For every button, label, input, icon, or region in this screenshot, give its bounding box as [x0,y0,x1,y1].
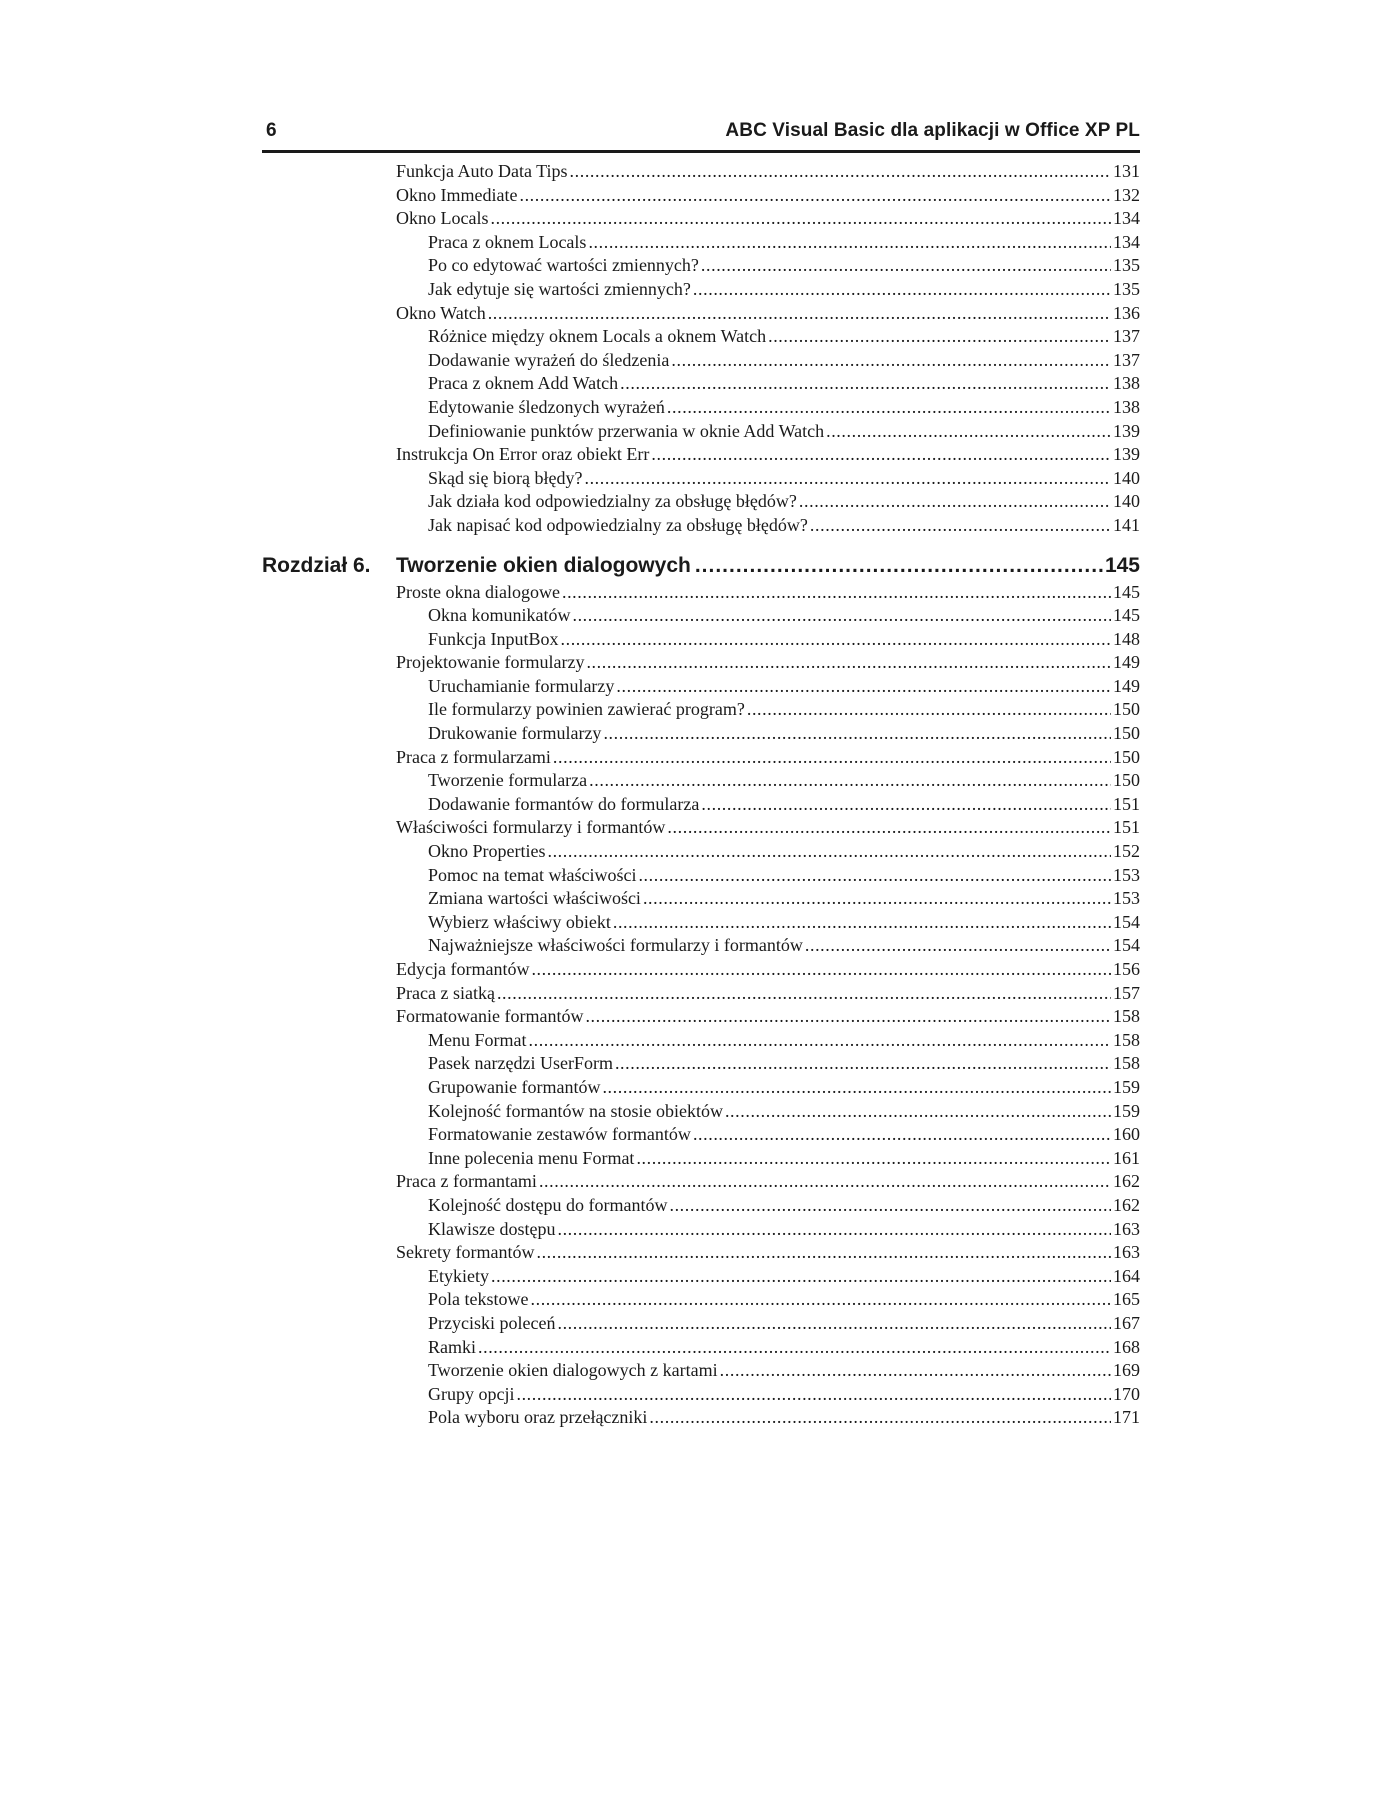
entry-title: Okno Immediate [396,184,518,205]
toc-subentry [262,325,1140,349]
entry-title: Jak napisać kod odpowiedzialny za obsługę błędów? [428,514,808,535]
entry-page-number: 137 [1113,326,1140,347]
entry-page-number: 137 [1113,349,1140,370]
dot-leader [651,443,1111,467]
entry-title: Jak edytuje się wartości zmiennych? [428,278,691,299]
dot-leader [478,1336,1111,1360]
entry-page-number: 150 [1113,699,1140,720]
dot-leader [613,911,1111,935]
dot-leader [572,604,1111,628]
entry-title: Definiowanie punktów przerwania w oknie Add Watch [428,420,825,441]
entry-page-number: 153 [1113,864,1140,885]
dot-leader [638,864,1111,888]
entry-title: Praca z formularzami [396,746,551,767]
toc-subentry [262,1052,1140,1076]
entry-title: Pasek narzędzi UserForm [428,1053,613,1074]
entry-page-number: 134 [1113,208,1140,229]
entry-page-number: 163 [1113,1242,1140,1263]
entry-title: Różnice między oknem Locals a oknem Watch [428,326,767,347]
entry-title: Okna komunikatów [428,605,571,626]
entry-title: Formatowanie formantów [396,1006,584,1027]
page-number: 6 [266,120,277,141]
entry-title: Dodawanie wyrażeń do śledzenia [428,349,670,370]
entry-page-number: 167 [1113,1312,1140,1333]
dot-leader [557,1312,1111,1336]
toc-subentry [262,1312,1140,1336]
entry-page-number: 160 [1113,1124,1140,1145]
entry-page-number: 149 [1113,652,1140,673]
toc-subentry [262,934,1140,958]
toc-subentry [262,604,1140,628]
entry-title: Grupowanie formantów [428,1076,601,1097]
toc-subentry [262,396,1140,420]
toc-subentry [262,349,1140,373]
dot-leader [547,840,1111,864]
dot-leader [539,1170,1111,1194]
entry-title: Kolejność formantów na stosie obiektów [428,1100,723,1121]
toc-subentry [262,1336,1140,1360]
entry-title: Pola wyboru oraz przełączniki [428,1407,648,1428]
dot-leader [701,254,1111,278]
entry-page-number: 157 [1113,982,1140,1003]
entry-title: Przyciski poleceń [428,1312,556,1333]
entry-title: Menu Format [428,1029,527,1050]
entry-page-number: 150 [1113,723,1140,744]
entry-title: Inne polecenia menu Format [428,1147,635,1168]
dot-leader [585,1005,1111,1029]
toc-subentry [262,372,1140,396]
toc-subentry [262,1288,1140,1312]
entry-title: Ile formularzy powinien zawierać program? [428,699,745,720]
entry-title: Skąd się biorą błędy? [428,467,583,488]
toc-subentry [262,1029,1140,1053]
toc-entry [262,184,1140,208]
toc-subentry [262,1076,1140,1100]
dot-leader [516,1383,1111,1407]
chapter-label: Rozdział 6. [262,553,371,577]
dot-leader [589,769,1111,793]
toc-entry [262,443,1140,467]
dot-leader [799,490,1111,514]
entry-page-number: 141 [1113,514,1140,535]
entry-page-number: 158 [1113,1053,1140,1074]
dot-leader [768,325,1111,349]
toc-subentry [262,628,1140,652]
dot-leader [695,551,1103,581]
entry-page-number: 158 [1113,1006,1140,1027]
entry-page-number: 132 [1113,184,1140,205]
dot-leader [669,1194,1111,1218]
toc-subentry [262,675,1140,699]
toc-entry [262,958,1140,982]
toc-entry [262,816,1140,840]
entry-page-number: 149 [1113,675,1140,696]
dot-leader [603,722,1111,746]
entry-page-number: 169 [1113,1360,1140,1381]
entry-page-number: 170 [1113,1383,1140,1404]
dot-leader [491,1265,1111,1289]
toc-entry [262,1005,1140,1029]
entry-page-number: 151 [1113,793,1140,814]
running-title: ABC Visual Basic dla aplikacji w Office XP PL [725,120,1140,141]
entry-page-number: 165 [1113,1289,1140,1310]
toc-subentry [262,1265,1140,1289]
toc-subentry [262,722,1140,746]
dot-leader [701,793,1111,817]
entry-title: Kolejność dostępu do formantów [428,1194,668,1215]
dot-leader [805,934,1111,958]
entry-title: Wybierz właściwy obiekt [428,911,611,932]
entry-title: Dodawanie formantów do formularza [428,793,700,814]
toc-entry [262,302,1140,326]
entry-title: Najważniejsze właściwości formularzy i formantów [428,935,803,956]
entry-title: Praca z oknem Locals [428,231,587,252]
table-of-contents [262,160,1140,1430]
entry-title: Funkcja Auto Data Tips [396,161,568,181]
entry-page-number: 139 [1113,444,1140,465]
toc-subentry [262,864,1140,888]
entry-title: Uruchamianie formularzy [428,675,615,696]
entry-title: Właściwości formularzy i formantów [396,817,666,838]
entry-page-number: 153 [1113,888,1140,909]
toc-entry [262,746,1140,770]
entry-page-number: 159 [1113,1100,1140,1121]
entry-title: Proste okna dialogowe [396,581,560,602]
dot-leader [490,207,1111,231]
entry-title: Etykiety [428,1265,489,1286]
dot-leader [615,1052,1111,1076]
entry-title: Jak działa kod odpowiedzialny za obsługę błędów? [428,491,797,512]
dot-leader [636,1147,1111,1171]
entry-page-number: 134 [1113,231,1140,252]
toc-chapter-heading [262,551,1140,581]
entry-page-number: 162 [1113,1194,1140,1215]
dot-leader [643,887,1111,911]
entry-title: Pola tekstowe [428,1289,529,1310]
toc-entry [262,1241,1140,1265]
entry-title: Praca z oknem Add Watch [428,373,619,394]
dot-leader [497,982,1111,1006]
entry-page-number: 140 [1113,491,1140,512]
toc-subentry [262,1100,1140,1124]
entry-title: Zmiana wartości właściwości [428,888,641,909]
entry-page-number: 148 [1113,628,1140,649]
dot-leader [620,372,1111,396]
entry-page-number: 168 [1113,1336,1140,1357]
toc-subentry [262,1218,1140,1242]
entry-title: Funkcja InputBox [428,628,559,649]
entry-page-number: 140 [1113,467,1140,488]
entry-page-number: 135 [1113,278,1140,299]
toc-subentry [262,698,1140,722]
entry-title: Okno Locals [396,208,489,229]
entry-title: Praca z formantami [396,1171,537,1192]
entry-title: Tworzenie okien dialogowych z kartami [428,1360,718,1381]
dot-leader [531,958,1111,982]
dot-leader [586,651,1111,675]
entry-page-number: 150 [1113,770,1140,791]
toc-subentry [262,231,1140,255]
entry-page-number: 145 [1113,581,1140,602]
dot-leader [557,1218,1111,1242]
entry-page-number: 159 [1113,1076,1140,1097]
entry-title: Projektowanie formularzy [396,652,585,673]
entry-page-number: 164 [1113,1265,1140,1286]
dot-leader [826,420,1111,444]
toc-subentry [262,514,1140,538]
entry-title: Edytowanie śledzonych wyrażeń [428,396,665,417]
entry-title: Okno Properties [428,841,546,862]
dot-leader [570,160,1111,184]
entry-title: Grupy opcji [428,1383,515,1404]
dot-leader [519,184,1111,208]
entry-title: Formatowanie zestawów formantów [428,1124,691,1145]
dot-leader [553,746,1111,770]
dot-leader [693,278,1111,302]
entry-page-number: 139 [1113,420,1140,441]
entry-page-number: 150 [1113,746,1140,767]
dot-leader [529,1029,1112,1053]
dot-leader [602,1076,1111,1100]
toc-subentry [262,278,1140,302]
entry-page-number: 161 [1113,1147,1140,1168]
dot-leader [667,816,1111,840]
toc-subentry [262,1383,1140,1407]
dot-leader [588,231,1111,255]
dot-leader [747,698,1111,722]
toc-subentry [262,1194,1140,1218]
toc-entry [262,160,1140,184]
dot-leader [561,628,1112,652]
dot-leader [810,514,1111,538]
dot-leader [488,302,1111,326]
dot-leader [536,1241,1111,1265]
entry-title: Drukowanie formularzy [428,723,602,744]
dot-leader [725,1100,1111,1124]
toc-subentry [262,887,1140,911]
entry-page-number: 135 [1113,255,1140,276]
toc-entry [262,1170,1140,1194]
entry-page-number: 154 [1113,911,1140,932]
toc-subentry [262,467,1140,491]
toc-subentry [262,420,1140,444]
entry-page-number: 138 [1113,373,1140,394]
dot-leader [667,396,1111,420]
entry-page-number: 171 [1113,1407,1140,1428]
entry-title: Klawisze dostępu [428,1218,556,1239]
dot-leader [649,1406,1111,1430]
entry-page-number: 145 [1104,553,1140,577]
entry-title: Po co edytować wartości zmiennych? [428,255,699,276]
toc-subentry [262,911,1140,935]
toc-subentry [262,769,1140,793]
toc-entry [262,982,1140,1006]
toc-subentry [262,1147,1140,1171]
dot-leader [531,1288,1112,1312]
entry-title: Okno Watch [396,302,486,323]
entry-title: Praca z siatką [396,982,495,1003]
entry-title: Sekrety formantów [396,1242,535,1263]
entry-page-number: 151 [1113,817,1140,838]
page-header [262,118,1140,153]
toc-subentry [262,1406,1140,1430]
dot-leader [720,1359,1111,1383]
toc-entry [262,651,1140,675]
toc-subentry [262,793,1140,817]
entry-page-number: 145 [1113,605,1140,626]
dot-leader [693,1123,1111,1147]
entry-page-number: 138 [1113,396,1140,417]
dot-leader [616,675,1111,699]
entry-page-number: 154 [1113,935,1140,956]
entry-page-number: 131 [1113,161,1140,181]
entry-title: Tworzenie okien dialogowych [396,553,691,577]
toc-entry [262,581,1140,605]
entry-page-number: 156 [1113,959,1140,979]
toc-subentry [262,490,1140,514]
entry-title: Instrukcja On Error oraz obiekt Err [396,444,650,465]
toc-subentry [262,254,1140,278]
entry-page-number: 158 [1113,1029,1140,1050]
toc-subentry [262,1123,1140,1147]
entry-page-number: 136 [1113,302,1140,323]
entry-title: Ramki [428,1336,476,1357]
toc-subentry [262,1359,1140,1383]
dot-leader [671,349,1111,373]
entry-title: Pomoc na temat właściwości [428,864,637,885]
toc-subentry [262,840,1140,864]
entry-page-number: 152 [1113,841,1140,862]
dot-leader [562,581,1111,605]
entry-title: Tworzenie formularza [428,770,588,791]
entry-title: Edycja formantów [396,959,530,979]
toc-entry [262,207,1140,231]
entry-page-number: 162 [1113,1171,1140,1192]
dot-leader [584,467,1111,491]
entry-page-number: 163 [1113,1218,1140,1239]
